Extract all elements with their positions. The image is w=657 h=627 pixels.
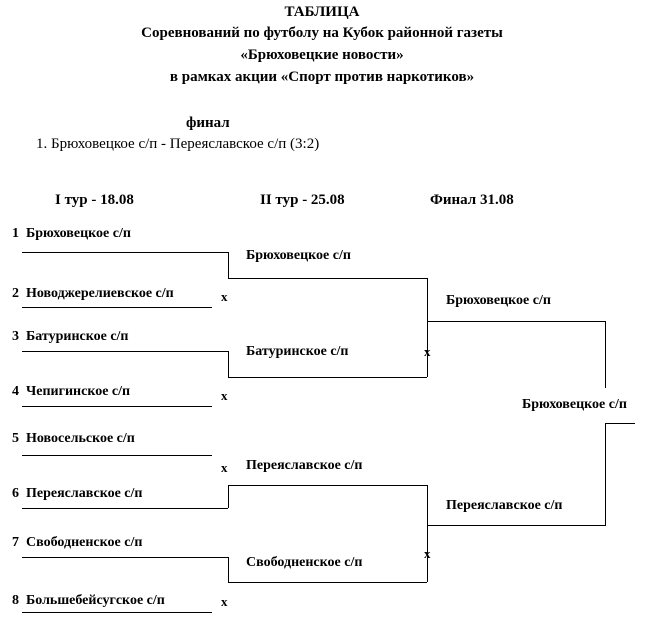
final-result: 1. Брюховецкое с/п - Переяславское с/п (3:2) xyxy=(36,136,320,152)
document-subtitle: Соревнований по футболу на Кубок районной газеты xyxy=(141,25,503,41)
bracket-line xyxy=(228,377,427,378)
bracket-connector xyxy=(605,423,606,525)
loser-mark: x xyxy=(221,388,228,403)
round2-team-1: Брюховецкое с/п xyxy=(246,248,351,263)
bracket-line xyxy=(228,582,427,583)
winner-line xyxy=(605,423,635,424)
bracket-line xyxy=(427,525,606,526)
team-4: 4 Чепигинское с/п xyxy=(12,384,131,399)
campaign-name: в рамках акции «Спорт против наркотиков» xyxy=(169,69,475,85)
team-2: 2 Новоджерелиевское с/п xyxy=(12,286,174,301)
round2-team-3: Переяславское с/п xyxy=(246,458,363,473)
bracket-connector xyxy=(228,557,229,582)
bracket-connector xyxy=(605,321,606,388)
bracket-connector xyxy=(427,278,428,321)
loser-mark: x xyxy=(221,289,228,304)
team-6: 6 Переяславское с/п xyxy=(12,486,143,501)
bracket-line xyxy=(22,252,228,253)
round2-team-4: Свободненское с/п xyxy=(246,555,363,570)
team-5: 5 Новосельское с/п xyxy=(12,431,135,446)
bracket-connector xyxy=(427,485,428,525)
bracket-line xyxy=(427,321,606,322)
loser-mark: x xyxy=(424,344,431,359)
tournament-winner: Брюховецкое с/п xyxy=(522,397,627,412)
bracket-line xyxy=(22,557,228,558)
final-header: Финал 31.08 xyxy=(430,192,514,208)
bracket-line xyxy=(22,612,212,613)
document-title: ТАБЛИЦА xyxy=(284,4,360,20)
team-7: 7 Свободненское с/п xyxy=(12,535,143,550)
team-3: 3 Батуринское с/п xyxy=(12,329,129,344)
bracket-line xyxy=(22,406,212,407)
round2-header: II тур - 25.08 xyxy=(260,192,345,208)
bracket-connector xyxy=(228,351,229,377)
bracket-line xyxy=(22,455,212,456)
bracket-line xyxy=(228,485,427,486)
semifinal-team-2: Переяславское с/п xyxy=(446,498,563,513)
team-1: 1 Брюховецкое с/п xyxy=(12,226,131,241)
team-8: 8 Большебейсугское с/п xyxy=(12,593,165,608)
semifinal-team-1: Брюховецкое с/п xyxy=(446,293,551,308)
newspaper-name: «Брюховецкие новости» xyxy=(240,47,404,63)
final-heading: финал xyxy=(186,115,230,131)
bracket-line xyxy=(22,508,228,509)
bracket-line xyxy=(22,351,228,352)
loser-mark: x xyxy=(221,594,228,609)
bracket-connector xyxy=(228,252,229,278)
bracket-line xyxy=(22,307,212,308)
bracket-line xyxy=(228,278,427,279)
round1-header: I тур - 18.08 xyxy=(55,192,134,208)
round2-team-2: Батуринское с/п xyxy=(246,344,349,359)
loser-mark: x xyxy=(424,546,431,561)
bracket-connector xyxy=(228,485,229,508)
loser-mark: x xyxy=(221,460,228,475)
